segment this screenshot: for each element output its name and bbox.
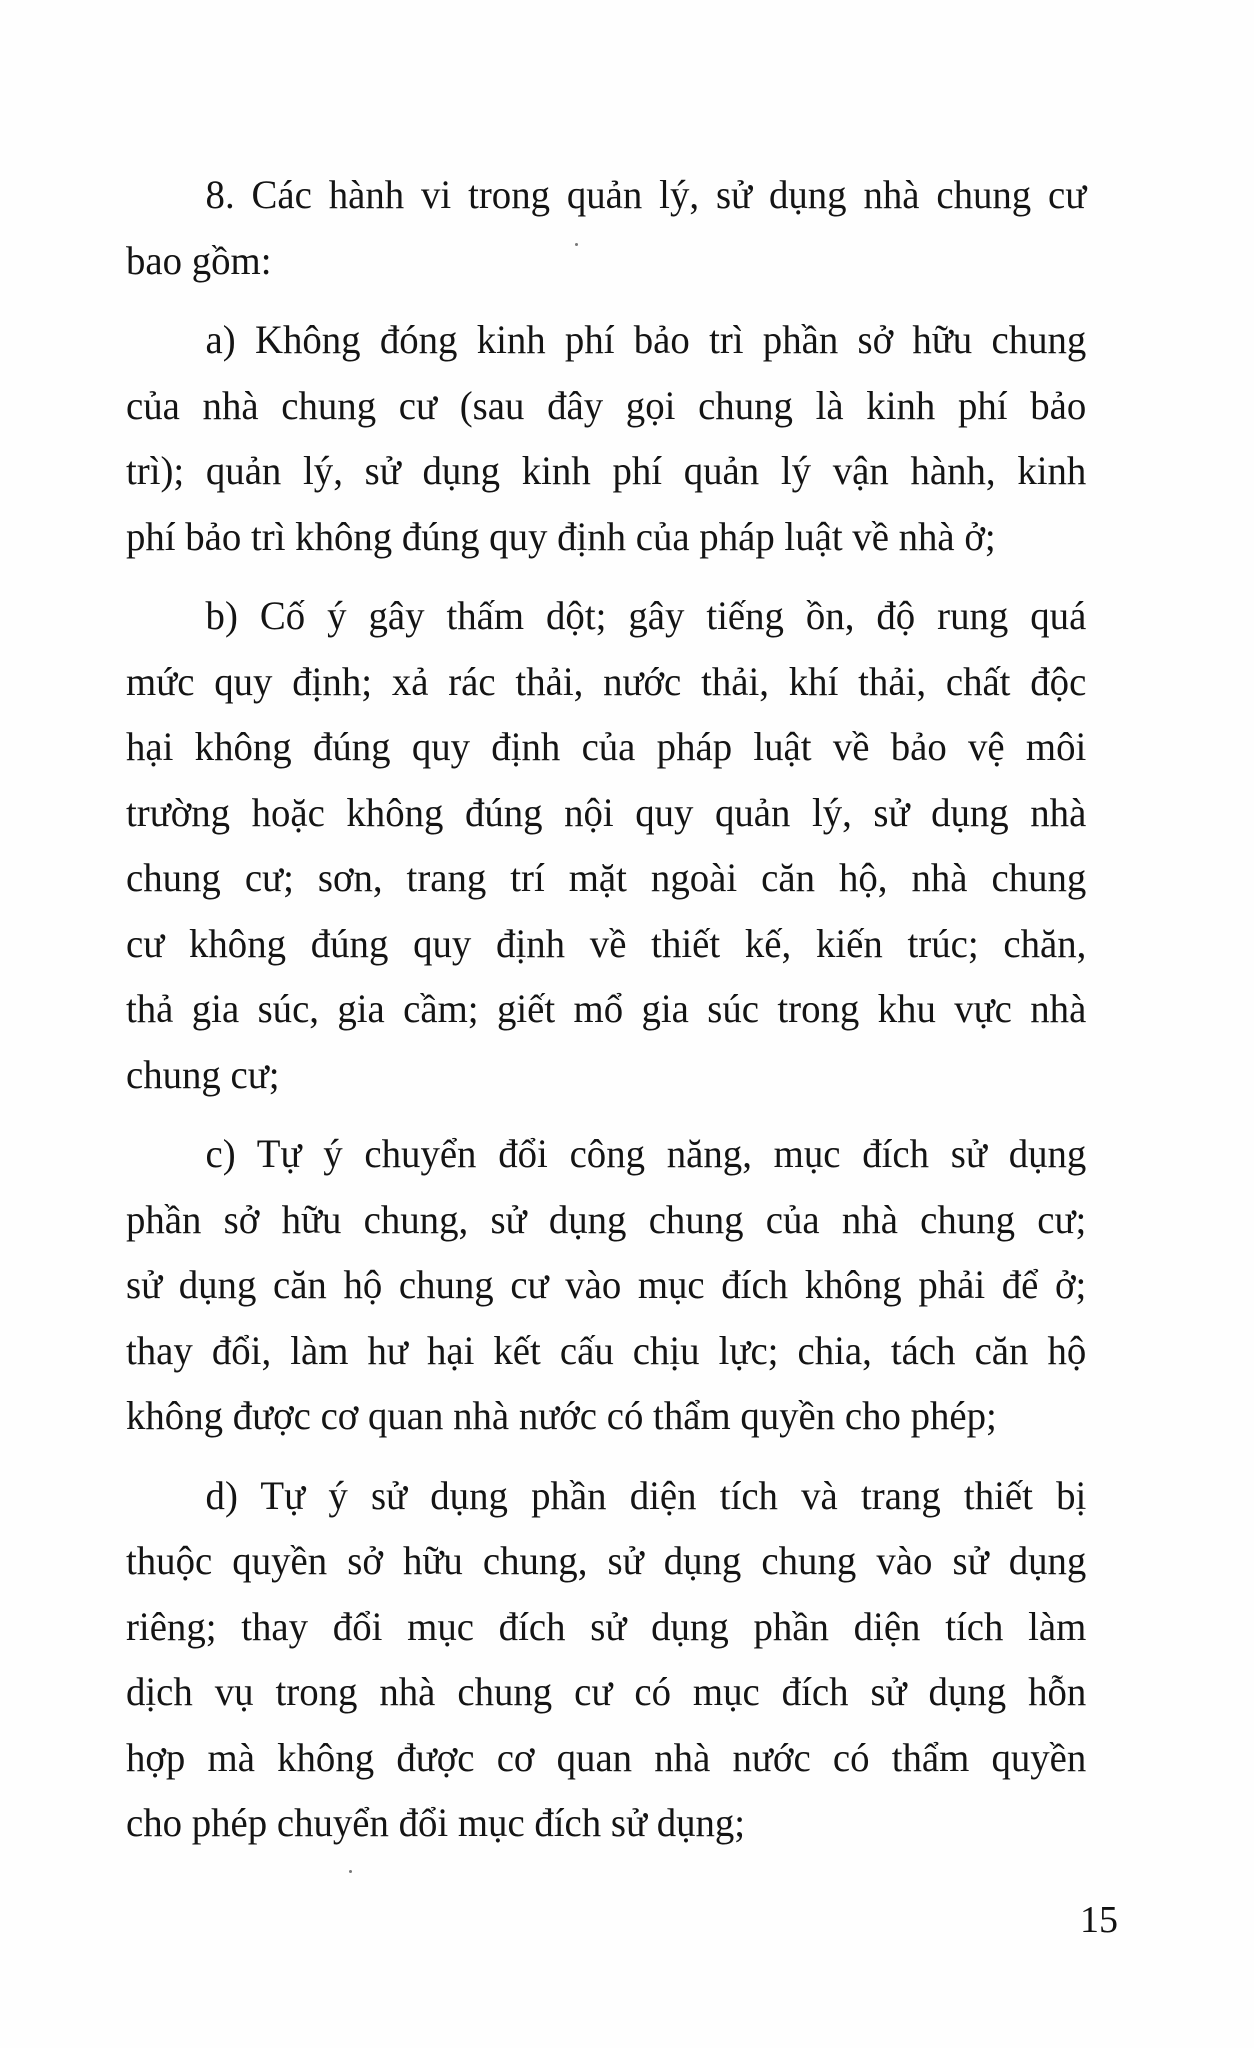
text-line: dịch vụ trong nhà chung cư có mục đích sử dụng hỗn: [126, 1669, 1087, 1714]
paragraph-item-a: [126, 307, 1116, 569]
text-line: a) Không đóng kinh phí bảo trì phần sở hữu chung: [205, 317, 1087, 362]
text-line: d) Tự ý sử dụng phần diện tích và trang thiết bị: [205, 1472, 1087, 1518]
paragraph-item-b: [126, 583, 1116, 1107]
text-line: trường hoặc không đúng nội quy quản lý, sử dụng nhà: [126, 789, 1087, 835]
text-line: 8. Các hành vi trong quản lý, sử dụng nhà chung cư: [205, 172, 1087, 217]
text-line: thuộc quyền sở hữu chung, sử dụng chung vào sử dụng: [126, 1538, 1087, 1583]
text-line: của nhà chung cư (sau đây gọi chung là kinh phí bảo: [126, 382, 1087, 428]
text-line: sử dụng căn hộ chung cư vào mục đích không phải để ở;: [126, 1262, 1087, 1307]
body-text: [126, 162, 1116, 1856]
text-line: chung cư; sơn, trang trí mặt ngoài căn hộ, nhà chung: [126, 855, 1087, 900]
text-line: hợp mà không được cơ quan nhà nước có thẩm quyền: [126, 1734, 1087, 1780]
text-line: cư không đúng quy định về thiết kế, kiến trúc; chăn,: [126, 920, 1087, 966]
text-line: phí bảo trì không đúng quy định của pháp luật về nhà ở;: [126, 513, 996, 559]
text-line: hại không đúng quy định của pháp luật về bảo vệ môi: [126, 724, 1087, 769]
text-line: bao gồm:: [126, 237, 272, 283]
text-line: phần sở hữu chung, sử dụng chung của nhà chung cư;: [126, 1196, 1087, 1242]
text-line: b) Cố ý gây thấm dột; gây tiếng ồn, độ rung quá: [205, 593, 1087, 638]
page-number: 15: [1080, 1899, 1118, 1941]
text-line: mức quy định; xả rác thải, nước thải, khí thải, chất độc: [126, 658, 1087, 704]
paragraph-item-d: [126, 1463, 1116, 1856]
text-line: chung cư;: [126, 1051, 280, 1097]
paragraph-item-8: [126, 162, 1116, 293]
paragraph-item-c: [126, 1121, 1116, 1449]
scan-speck: [575, 243, 578, 246]
text-line: trì); quản lý, sử dụng kinh phí quản lý vận hành, kinh: [126, 448, 1087, 493]
text-line: c) Tự ý chuyển đổi công năng, mục đích sử dụng: [205, 1131, 1087, 1176]
text-line: thay đổi, làm hư hại kết cấu chịu lực; chia, tách căn hộ: [126, 1327, 1087, 1373]
text-line: thả gia súc, gia cầm; giết mổ gia súc trong khu vực nhà: [126, 986, 1087, 1031]
text-line: cho phép chuyển đổi mục đích sử dụng;: [126, 1800, 746, 1845]
text-line: riêng; thay đổi mục đích sử dụng phần diện tích làm: [126, 1603, 1087, 1649]
text-line: không được cơ quan nhà nước có thẩm quyền cho phép;: [126, 1393, 997, 1438]
scan-speck: [349, 1870, 352, 1873]
